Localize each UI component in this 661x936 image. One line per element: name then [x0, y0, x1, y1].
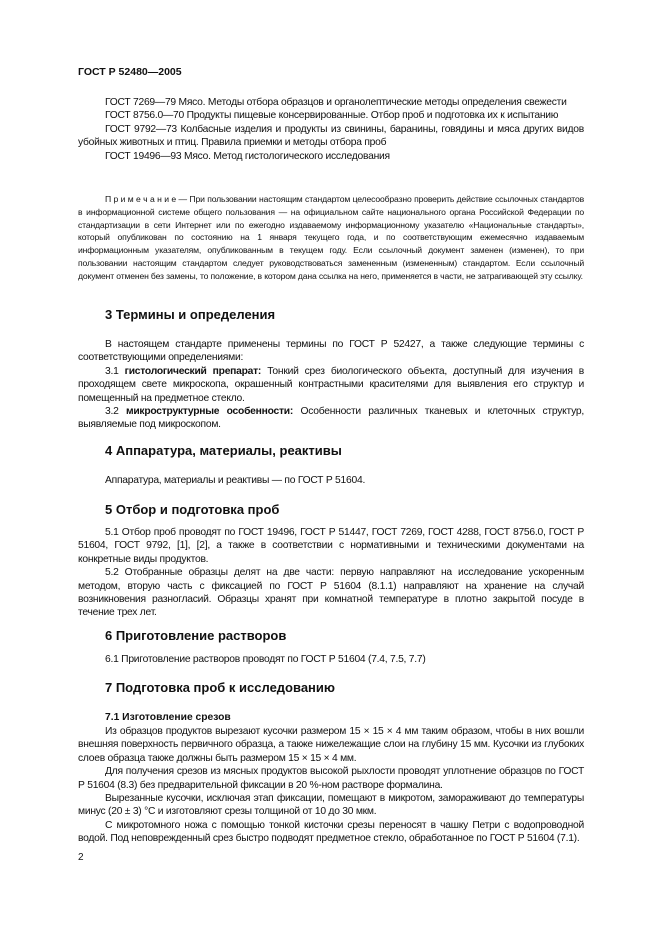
subsection-7-1-heading: 7.1 Изготовление срезов [105, 712, 231, 723]
section-4-text: Аппаратура, материалы и реактивы — по ГОСТ Р 51604. [105, 475, 366, 486]
section-4-body [78, 474, 584, 487]
reference-item: ГОСТ 7269—79 Мясо. Методы отбора образцов и органолептические методы определения свежести [105, 97, 567, 108]
term-name: микроструктурные особенности: [125, 406, 294, 418]
page-header: ГОСТ Р 52480—2005 [78, 66, 182, 78]
section-6-body [78, 653, 584, 666]
paragraph: С микротомного ножа с помощью тонкой кисточки срезы переносят в чашку Петри с водопроводной водой. Под неповрежденный срез быстро подводят предметное стекло, обработанное по ГОСТ Р 51604 (7.1). [78, 819, 584, 845]
normative-references [78, 96, 584, 163]
section-7-body [78, 725, 584, 846]
paragraph: Для получения срезов из мясных продуктов высокой рыхлости проводят уплотнение образцов по ГОСТ Р 51604 (8.3) без предварительной фиксации в 20 %-ном растворе формалина. [78, 766, 584, 791]
section-3-body [78, 338, 584, 432]
reference-item: ГОСТ 8756.0—70 Продукты пищевые консервированные. Отбор проб и подготовка их к испытанию [105, 110, 559, 122]
section-3-intro: В настоящем стандарте применены термины по ГОСТ Р 52427, а также следующие термины с соответствующими определениями: [78, 339, 584, 364]
reference-item: ГОСТ 19496—93 Мясо. Метод гистологического исследования [105, 150, 390, 162]
section-5-heading: 5 Отбор и подготовка проб [105, 502, 280, 517]
clause-5-2: 5.2 Отобранные образцы делят на две части: первую направляют на исследование ускоренным методом, вторую часть с фиксацией по ГОСТ Р 51604 (8.1.1) направляют на хранение на случай возникновения разногласий. Образцы хранят при комнатной температуре в плотно закрытой посуде в течение трех лет. [78, 567, 584, 619]
section-5-body [78, 526, 584, 620]
clause-6-1: 6.1 Приготовление растворов проводят по ГОСТ Р 51604 (7.4, 7.5, 7.7) [105, 654, 426, 665]
clause-5-1: 5.1 Отбор проб проводят по ГОСТ 19496, ГОСТ Р 51447, ГОСТ 7269, ГОСТ 4288, ГОСТ 8756.0, ГОСТ Р 51604, ГОСТ 9792, [1], [2], а также в соответствии с нормативными и техническими документами на конкретные виды продуктов. [78, 527, 584, 565]
note-text: П р и м е ч а н и е — При пользовании настоящим стандартом целесообразно проверить действие ссылочных стандартов в информационной системе общего пользования — на официальном сайте национального органа Российской Федерации по стандартизации в сети Интернет или по ежегодно издаваемому информационному указателю «Национальные стандарты», который опубликован по состоянию на 1 января текущего года, и по соответствующим ежемесячно издаваемым информационным указателям, опубликованным в текущем году. Если ссылочный документ заменен (изменен), то при пользовании настоящим стандартом следует руководствоваться замененным (измененным) стандартом. Если ссылочный документ отменен без замены, то положение, в котором дана ссылка на него, применяется в части, не затрагивающей эту ссылку. [78, 194, 584, 281]
term-definition: Тонкий срез биологического объекта, доступный для изучения в проходящем свете микроскопа, окрашенный контрастными красителями для выявления его структур и помещенный на предметное стекло. [78, 365, 584, 404]
section-7-heading: 7 Подготовка проб к исследованию [105, 680, 335, 695]
reference-item: ГОСТ 9792—73 Колбасные изделия и продукты из свинины, баранины, говядины и мяса других видов убойных животных и птиц. Правила приемки и методы отбора проб [78, 123, 584, 149]
section-4-heading: 4 Аппаратура, материалы, реактивы [105, 443, 342, 458]
note-block [78, 193, 584, 283]
section-6-heading: 6 Приготовление растворов [105, 628, 287, 643]
paragraph: Из образцов продуктов вырезают кусочки размером 15 × 15 × 4 мм таким образом, чтобы в них вошли внешняя поверхность первичного образца, а также нижележащие слои на глубину 15 мм. Кусочки из глубоких слоев образца также должны быть размером 15 × 15 × 4 мм. [78, 726, 584, 764]
page-number: 2 [78, 852, 84, 863]
term-3-2: 3.2 микроструктурные особенности: Особенности различных тканевых и клеточных структур, выявляемые под микроскопом. [78, 406, 584, 431]
paragraph: Вырезанные кусочки, исключая этап фиксации, помещают в микротом, замораживают до температуры минус (20 ± 3) °С и изготовляют срезы толщиной от 10 до 30 мкм. [78, 793, 584, 818]
term-name: гистологический препарат: [124, 365, 262, 377]
term-definition: Особенности различных тканевых и клеточных структур, выявляемые под микроскопом. [78, 406, 584, 431]
term-3-1: 3.1 гистологический препарат: Тонкий срез биологического объекта, доступный для изучения в проходящем свете микроскопа, окрашенный контрастными красителями для выявления его структур и помещенный на предметное стекло. [78, 365, 584, 404]
section-3-heading: 3 Термины и определения [105, 307, 276, 322]
